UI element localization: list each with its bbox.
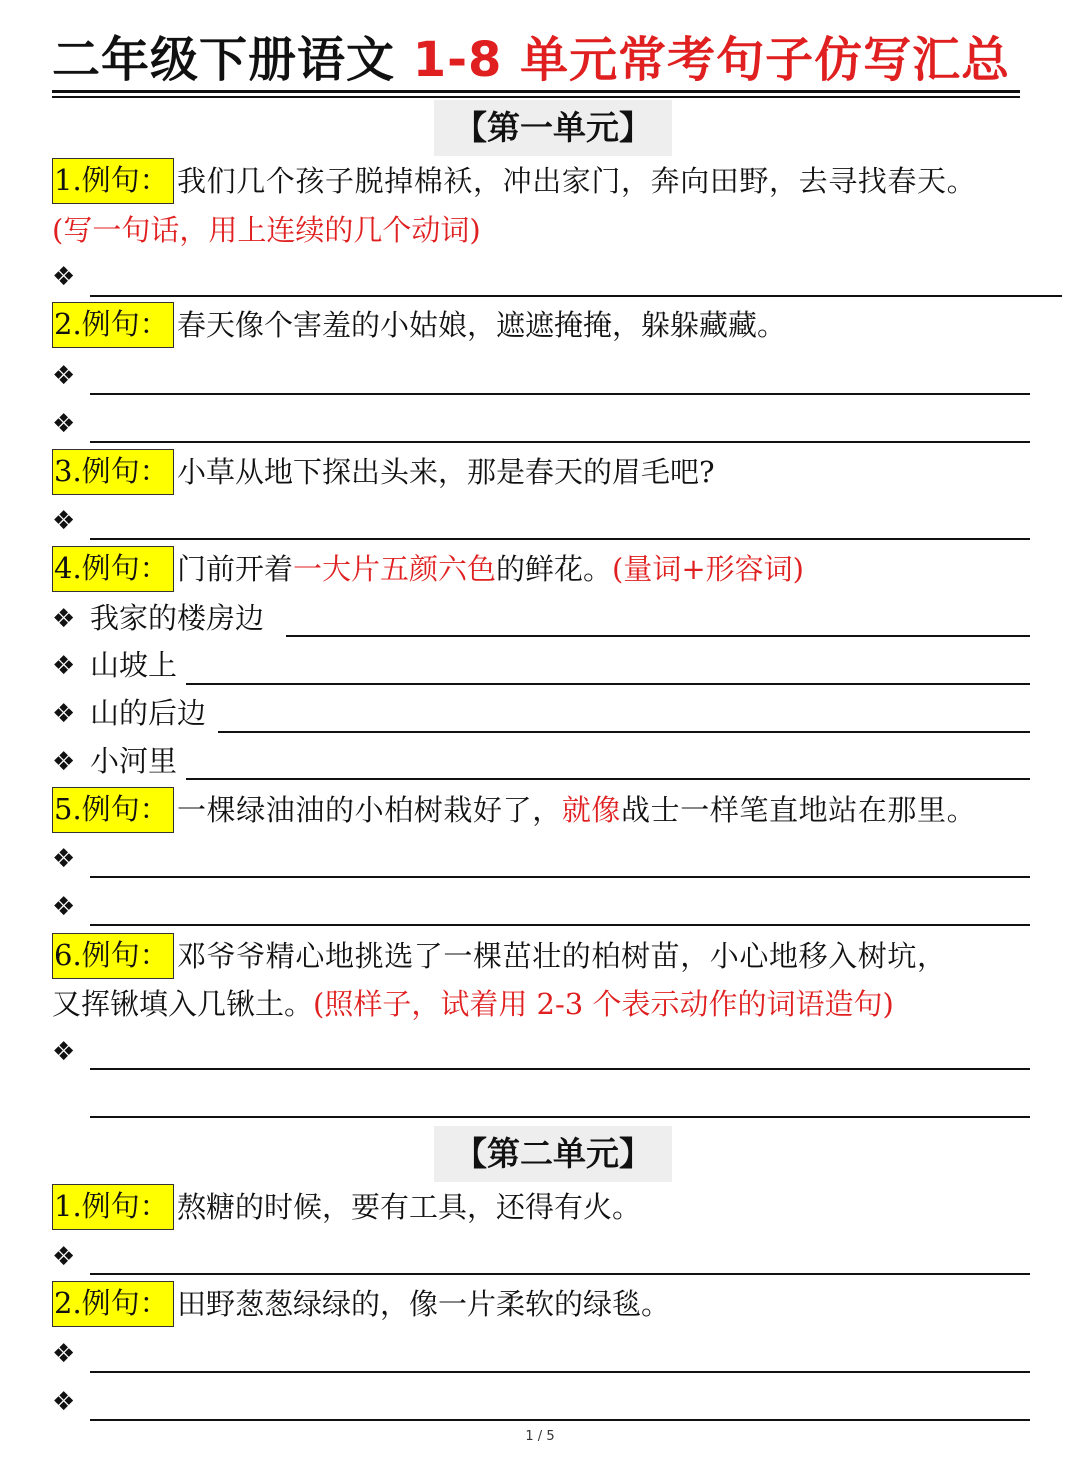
unit-heading-2: 【第二单元】 [434,1126,672,1182]
sentence-part: 又挥锹填入几锹土。 [52,987,314,1021]
answer-line[interactable] [90,1116,1030,1118]
example-sentence [177,546,804,592]
answer-line[interactable] [90,538,1030,540]
example-tag: 2.例句： [52,1281,174,1327]
example-sentence: 熬糖的时候，要有工具，还得有火。 [177,1190,642,1224]
sentence-part: 一棵绿油油的小柏树栽好了， [177,793,562,827]
highlighted-phrase: 就像 [561,793,622,827]
example-tag: 1.例句： [52,158,174,204]
diamond-bullet-icon: ❖ [52,844,76,874]
title-underline-2 [52,96,1020,98]
diamond-bullet-icon: ❖ [52,604,76,634]
diamond-bullet-icon: ❖ [52,1339,76,1369]
diamond-bullet-icon: ❖ [52,1387,76,1417]
diamond-bullet-icon: ❖ [52,262,76,292]
answer-line[interactable] [90,1068,1030,1070]
example-tag: 3.例句： [52,449,174,495]
answer-line[interactable] [186,683,1030,685]
prompt-prefix: 小河里 [90,744,178,778]
example-sentence [177,787,976,833]
instruction-note: (量词+形容词) [612,552,804,586]
diamond-bullet-icon: ❖ [52,651,76,681]
sentence-part: 战士一样笔直地站在那里。 [621,793,977,827]
example-tag: 4.例句： [52,546,174,592]
diamond-bullet-icon: ❖ [52,1242,76,1272]
prompt-prefix: 我家的楼房边 [90,601,265,635]
example-tag: 1.例句： [52,1184,174,1230]
title-main: 二年级下册语文 [52,32,396,88]
page-number: 1 / 5 [525,1429,555,1444]
highlighted-phrase: 一大片五颜六色 [293,552,497,586]
title-underline [52,90,1020,93]
sentence-part: 的鲜花。 [496,552,613,586]
answer-line[interactable] [90,1371,1030,1373]
answer-line[interactable] [286,635,1030,637]
prompt-prefix: 山坡上 [90,648,178,682]
example-sentence: 小草从地下探出头来，那是春天的眉毛吧? [177,455,715,489]
example-sentence-continued [52,981,894,1027]
page-title [52,28,1032,92]
example-sentence: 我们几个孩子脱掉棉袄，冲出家门，奔向田野，去寻找春天。 [177,164,977,198]
diamond-bullet-icon: ❖ [52,747,76,777]
example-sentence: 春天像个害羞的小姑娘，遮遮掩掩，躲躲藏藏。 [177,308,787,342]
example-tag: 6.例句： [52,933,174,979]
answer-line[interactable] [186,778,1030,780]
diamond-bullet-icon: ❖ [52,409,76,439]
answer-line[interactable] [90,393,1030,395]
unit-heading-1: 【第一单元】 [434,100,672,156]
title-highlight: 1-8 单元常考句子仿写汇总 [395,32,1011,88]
instruction-note: (照样子，试着用 2-3 个表示动作的词语造句) [313,987,894,1021]
prompt-prefix: 山的后边 [90,696,207,730]
diamond-bullet-icon: ❖ [52,506,76,536]
example-sentence: 田野葱葱绿绿的，像一片柔软的绿毯。 [177,1287,671,1321]
answer-line[interactable] [90,924,1030,926]
diamond-bullet-icon: ❖ [52,699,76,729]
answer-line[interactable] [90,441,1030,443]
example-tag: 5.例句： [52,787,174,833]
answer-line[interactable] [218,731,1030,733]
example-sentence: 邓爷爷精心地挑选了一棵茁壮的柏树苗，小心地移入树坑， [177,939,947,973]
diamond-bullet-icon: ❖ [52,1037,76,1067]
diamond-bullet-icon: ❖ [52,892,76,922]
example-tag: 2.例句： [52,302,174,348]
answer-line[interactable] [90,1419,1030,1421]
answer-line[interactable] [90,876,1030,878]
instruction-note: (写一句话，用上连续的几个动词) [52,213,481,247]
answer-line[interactable] [90,295,1062,297]
diamond-bullet-icon: ❖ [52,361,76,391]
sentence-part: 门前开着 [177,552,294,586]
answer-line[interactable] [90,1273,1030,1275]
